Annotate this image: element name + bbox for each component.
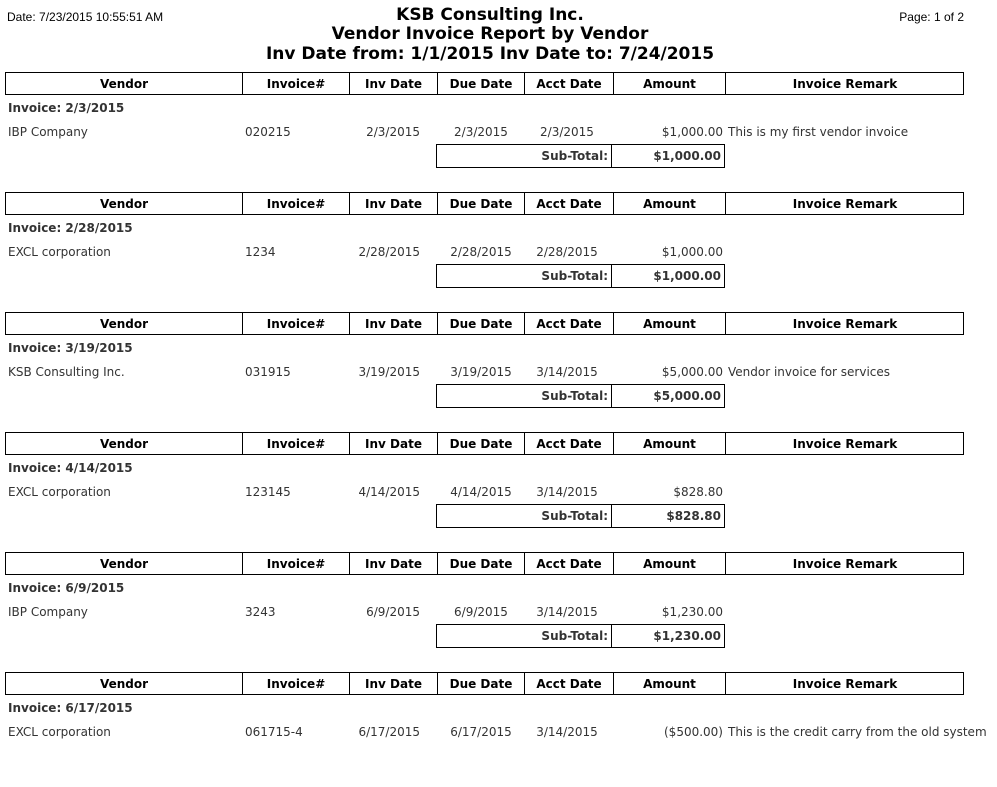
subtotal-box <box>436 264 725 288</box>
due-date: 6/17/2015 <box>450 725 512 739</box>
column-divider <box>725 433 726 454</box>
column-divider <box>613 433 614 454</box>
col-acct-date-header: Acct Date <box>536 677 602 691</box>
table-header <box>5 552 964 575</box>
company-name: KSB Consulting Inc. <box>396 5 584 25</box>
invoice-group <box>0 312 997 427</box>
table-row <box>0 605 997 623</box>
col-acct-date-header: Acct Date <box>536 77 602 91</box>
table-row <box>0 125 997 143</box>
col-invoice-remark-header: Invoice Remark <box>792 197 898 211</box>
subtotal-label: Sub-Total: <box>437 385 612 407</box>
column-divider <box>725 673 726 694</box>
subtotal-box <box>436 624 725 648</box>
column-divider <box>524 193 525 214</box>
subtotal-label: Sub-Total: <box>437 145 612 167</box>
invoice-remark: This is my first vendor invoice <box>728 125 909 139</box>
invoice-number: 061715-4 <box>245 725 303 739</box>
col-acct-date-header: Acct Date <box>536 197 602 211</box>
table-row <box>0 245 997 263</box>
col-inv-date-header: Inv Date <box>365 557 422 571</box>
inv-date: 6/17/2015 <box>358 725 420 739</box>
column-divider <box>725 73 726 94</box>
inv-date: 3/19/2015 <box>358 365 420 379</box>
col-amount-header: Amount <box>643 557 696 571</box>
column-divider <box>349 673 350 694</box>
col-invoice-remark-header: Invoice Remark <box>792 557 898 571</box>
col-due-date-header: Due Date <box>449 437 513 451</box>
column-divider <box>437 73 438 94</box>
subtotal-value: $5,000.00 <box>653 389 721 403</box>
subtotal-label: Sub-Total: <box>437 505 612 527</box>
column-divider <box>613 73 614 94</box>
col-due-date-header: Due Date <box>449 677 513 691</box>
invoice-group <box>0 672 997 787</box>
table-header <box>5 192 964 215</box>
col-inv-date-header: Inv Date <box>365 677 422 691</box>
col-acct-date-header: Acct Date <box>536 317 602 331</box>
group-label: Invoice: 4/14/2015 <box>8 461 133 475</box>
column-divider <box>725 553 726 574</box>
column-divider <box>349 73 350 94</box>
acct-date: 3/14/2015 <box>536 365 598 379</box>
invoice-remark: Vendor invoice for services <box>728 365 891 379</box>
col-invoice-header: Invoice# <box>266 557 326 571</box>
amount: $828.80 <box>673 485 723 499</box>
column-divider <box>349 193 350 214</box>
col-invoice-header: Invoice# <box>266 677 326 691</box>
col-inv-date-header: Inv Date <box>365 197 422 211</box>
column-divider <box>725 193 726 214</box>
col-invoice-header: Invoice# <box>266 317 326 331</box>
invoice-group <box>0 72 997 187</box>
column-divider <box>613 673 614 694</box>
due-date: 6/9/2015 <box>454 605 508 619</box>
col-vendor-header: Vendor <box>99 677 149 691</box>
subtotal-value: $1,000.00 <box>653 269 721 283</box>
col-invoice-remark-header: Invoice Remark <box>792 437 898 451</box>
col-vendor-header: Vendor <box>99 197 149 211</box>
subtotal-box <box>436 144 725 168</box>
column-divider <box>349 313 350 334</box>
column-divider <box>524 553 525 574</box>
column-divider <box>613 193 614 214</box>
invoice-number: 1234 <box>245 245 276 259</box>
subtotal-value: $828.80 <box>666 509 721 523</box>
inv-date: 2/3/2015 <box>366 125 420 139</box>
column-divider <box>437 433 438 454</box>
column-divider <box>437 313 438 334</box>
col-inv-date-header: Inv Date <box>365 437 422 451</box>
column-divider <box>524 673 525 694</box>
column-divider <box>242 313 243 334</box>
due-date: 3/19/2015 <box>450 365 512 379</box>
vendor-name: KSB Consulting Inc. <box>8 365 125 379</box>
column-divider <box>725 313 726 334</box>
col-due-date-header: Due Date <box>449 77 513 91</box>
due-date: 2/28/2015 <box>450 245 512 259</box>
subtotal-value: $1,000.00 <box>653 149 721 163</box>
column-divider <box>524 433 525 454</box>
invoice-number: 020215 <box>245 125 291 139</box>
invoice-group <box>0 192 997 307</box>
invoice-group <box>0 432 997 547</box>
amount: $1,000.00 <box>661 125 723 139</box>
col-invoice-header: Invoice# <box>266 77 326 91</box>
report-title: Vendor Invoice Report by Vendor <box>331 24 649 44</box>
vendor-name: IBP Company <box>8 605 88 619</box>
table-header <box>5 312 964 335</box>
due-date: 4/14/2015 <box>450 485 512 499</box>
report-title-block <box>0 5 980 64</box>
table-row <box>0 725 997 743</box>
due-date: 2/3/2015 <box>454 125 508 139</box>
subtotal-value: $1,230.00 <box>653 629 721 643</box>
col-inv-date-header: Inv Date <box>365 317 422 331</box>
column-divider <box>349 553 350 574</box>
vendor-name: EXCL corporation <box>8 725 111 739</box>
col-inv-date-header: Inv Date <box>365 77 422 91</box>
column-divider <box>613 313 614 334</box>
col-invoice-remark-header: Invoice Remark <box>792 677 898 691</box>
amount: $5,000.00 <box>661 365 723 379</box>
amount: $1,000.00 <box>661 245 723 259</box>
group-label: Invoice: 6/9/2015 <box>8 581 125 595</box>
subtotal-label: Sub-Total: <box>437 625 612 647</box>
acct-date: 2/3/2015 <box>540 125 594 139</box>
invoice-remark: This is the credit carry from the old system <box>728 725 987 739</box>
col-vendor-header: Vendor <box>99 437 149 451</box>
col-amount-header: Amount <box>643 437 696 451</box>
amount: ($500.00) <box>664 725 723 739</box>
table-row <box>0 365 997 383</box>
col-due-date-header: Due Date <box>449 317 513 331</box>
col-amount-header: Amount <box>643 317 696 331</box>
col-due-date-header: Due Date <box>449 557 513 571</box>
date-range: Inv Date from: 1/1/2015 Inv Date to: 7/24/2015 <box>265 44 715 64</box>
col-amount-header: Amount <box>643 197 696 211</box>
col-vendor-header: Vendor <box>99 77 149 91</box>
col-acct-date-header: Acct Date <box>536 557 602 571</box>
invoice-number: 3243 <box>245 605 276 619</box>
col-acct-date-header: Acct Date <box>536 437 602 451</box>
group-label: Invoice: 2/28/2015 <box>8 221 133 235</box>
group-label: Invoice: 6/17/2015 <box>8 701 133 715</box>
acct-date: 3/14/2015 <box>536 485 598 499</box>
column-divider <box>242 193 243 214</box>
invoice-number: 031915 <box>245 365 291 379</box>
col-invoice-header: Invoice# <box>266 437 326 451</box>
column-divider <box>242 553 243 574</box>
column-divider <box>242 673 243 694</box>
column-divider <box>437 553 438 574</box>
inv-date: 2/28/2015 <box>358 245 420 259</box>
vendor-name: EXCL corporation <box>8 245 111 259</box>
column-divider <box>613 553 614 574</box>
col-amount-header: Amount <box>643 77 696 91</box>
inv-date: 4/14/2015 <box>358 485 420 499</box>
column-divider <box>242 73 243 94</box>
page-number: Page: 1 of 2 <box>899 10 964 24</box>
table-header <box>5 72 964 95</box>
vendor-name: EXCL corporation <box>8 485 111 499</box>
col-due-date-header: Due Date <box>449 197 513 211</box>
column-divider <box>524 73 525 94</box>
group-label: Invoice: 3/19/2015 <box>8 341 133 355</box>
col-invoice-remark-header: Invoice Remark <box>792 77 898 91</box>
report-print-date: Date: 7/23/2015 10:55:51 AM <box>7 10 164 24</box>
col-invoice-remark-header: Invoice Remark <box>792 317 898 331</box>
acct-date: 3/14/2015 <box>536 725 598 739</box>
table-row <box>0 485 997 503</box>
subtotal-label: Sub-Total: <box>437 265 612 287</box>
invoice-group <box>0 552 997 667</box>
amount: $1,230.00 <box>661 605 723 619</box>
subtotal-box <box>436 504 725 528</box>
col-invoice-header: Invoice# <box>266 197 326 211</box>
column-divider <box>437 673 438 694</box>
column-divider <box>349 433 350 454</box>
table-header <box>5 672 964 695</box>
col-vendor-header: Vendor <box>99 557 149 571</box>
acct-date: 2/28/2015 <box>536 245 598 259</box>
col-amount-header: Amount <box>643 677 696 691</box>
inv-date: 6/9/2015 <box>366 605 420 619</box>
subtotal-box <box>436 384 725 408</box>
acct-date: 3/14/2015 <box>536 605 598 619</box>
column-divider <box>242 433 243 454</box>
column-divider <box>524 313 525 334</box>
vendor-name: IBP Company <box>8 125 88 139</box>
group-label: Invoice: 2/3/2015 <box>8 101 125 115</box>
column-divider <box>437 193 438 214</box>
invoice-number: 123145 <box>245 485 291 499</box>
col-vendor-header: Vendor <box>99 317 149 331</box>
table-header <box>5 432 964 455</box>
